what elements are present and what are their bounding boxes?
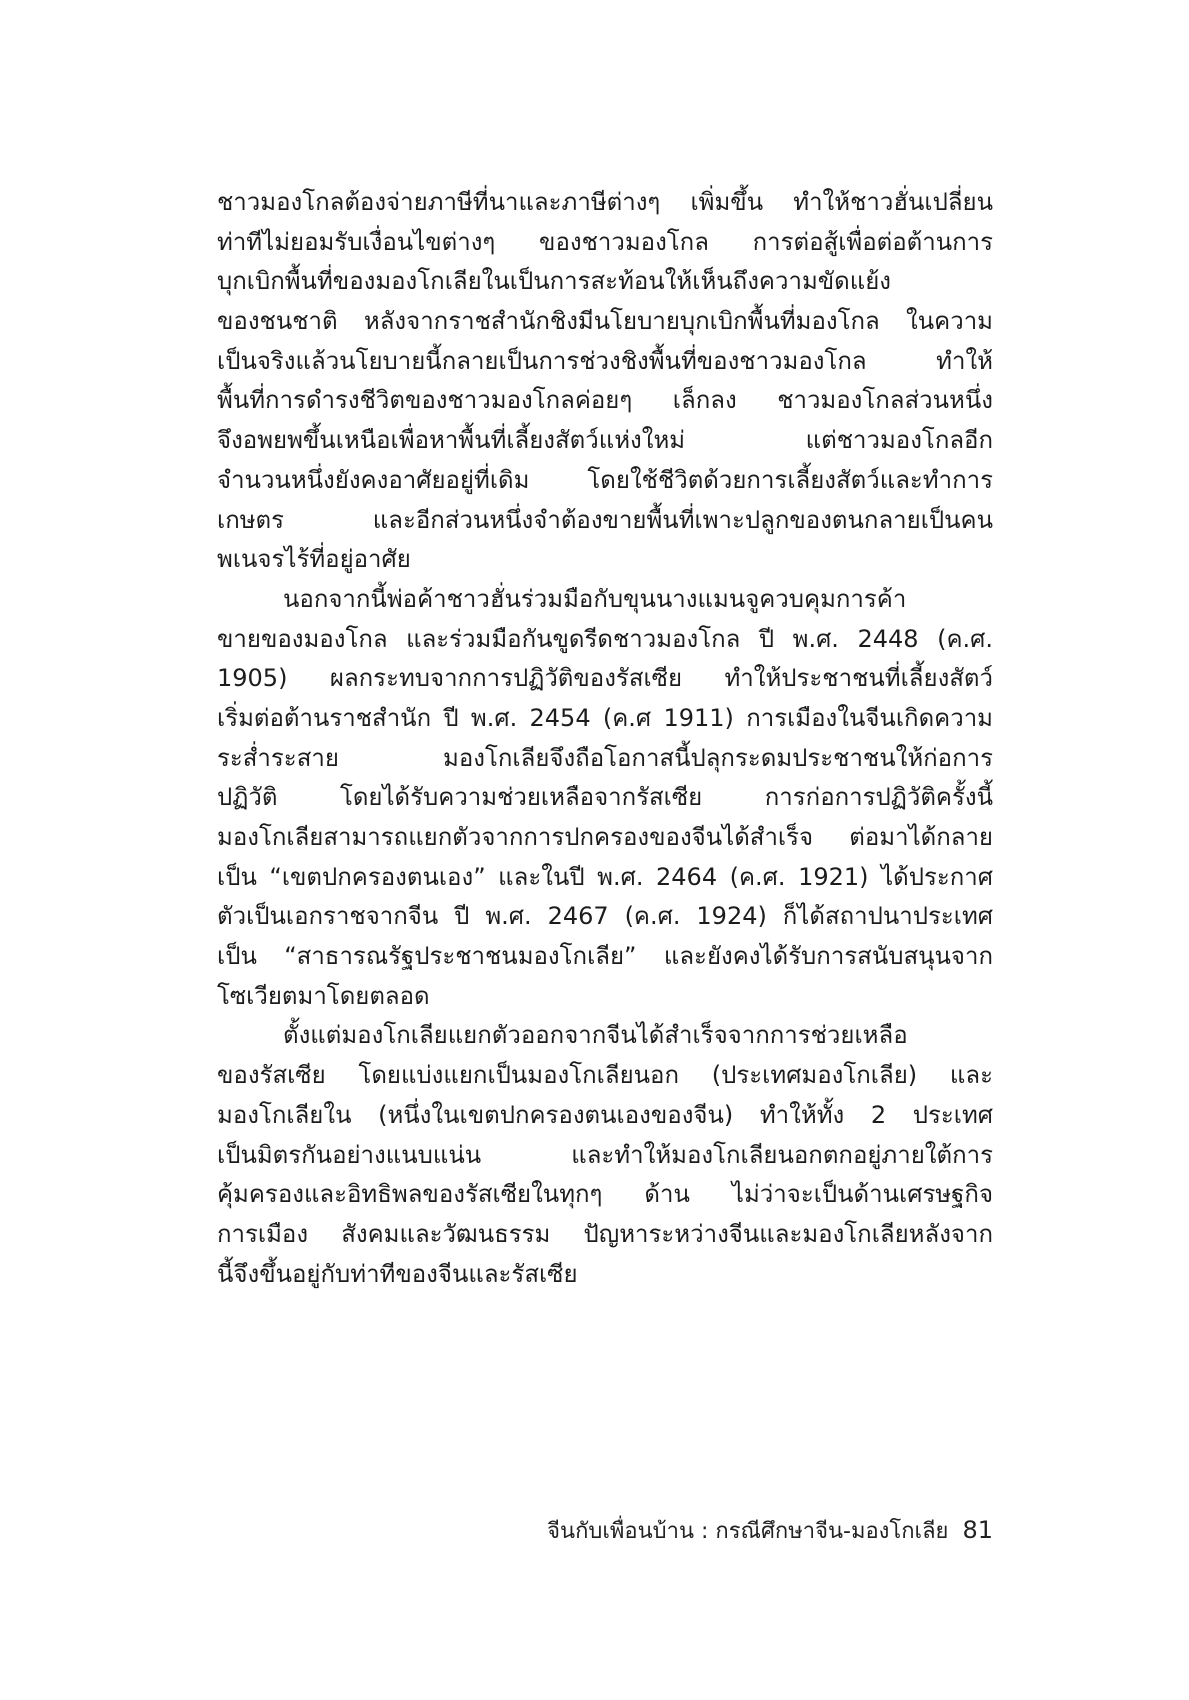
text-line: 1905) ผลกระทบจากการปฏิวัติของรัสเซีย ทำให้ประชาชนที่เลี้ยงสัตว์	[217, 664, 993, 693]
text-line: ท่าทีไม่ยอมรับเงื่อนไขต่างๆ ของชาวมองโกล การต่อสู้เพื่อต่อต้านการ	[217, 227, 993, 256]
text-line: เป็น “เขตปกครองตนเอง” และในปี พ.ศ. 2464 (ค.ศ. 1921) ได้ประกาศ	[217, 862, 993, 891]
text-line: เริ่มต่อต้านราชสำนัก ปี พ.ศ. 2454 (ค.ศ 1911) การเมืองในจีนเกิดความ	[217, 703, 993, 732]
text-line: เป็นมิตรกันอย่างแนบแน่น และทำให้มองโกเลียนอกตกอยู่ภายใต้การ	[217, 1140, 993, 1169]
text-line: ของชนชาติ หลังจากราชสำนักชิงมีนโยบายบุกเบิกพื้นที่มองโกล ในความ	[217, 307, 993, 336]
page-footer	[440, 1514, 993, 1548]
text-line: เป็นจริงแล้วนโยบายนี้กลายเป็นการช่วงชิงพื้นที่ของชาวมองโกล ทำให้	[217, 346, 993, 375]
paragraph	[217, 1016, 993, 1294]
body-text	[217, 183, 993, 1294]
text-line: ตั้งแต่มองโกเลียแยกตัวออกจากจีนได้สำเร็จจากการช่วยเหลือ	[283, 1021, 908, 1050]
text-line: โซเวียตมาโดยตลอด	[217, 981, 430, 1010]
text-line: คุ้มครองและอิทธิพลของรัสเซียในทุกๆ ด้าน ไม่ว่าจะเป็นด้านเศรษฐกิจ	[217, 1180, 993, 1209]
text-line: การเมือง สังคมและวัฒนธรรม ปัญหาระหว่างจีนและมองโกเลียหลังจาก	[217, 1219, 993, 1248]
text-line: พเนจรไร้ที่อยู่อาศัย	[217, 545, 411, 574]
text-line: พื้นที่การดำรงชีวิตของชาวมองโกลค่อยๆ เล็กลง ชาวมองโกลส่วนหนึ่ง	[217, 386, 993, 415]
text-line: ชาวมองโกลต้องจ่ายภาษีที่นาและภาษีต่างๆ เพิ่มขึ้น ทำให้ชาวฮั่นเปลี่ยน	[217, 188, 993, 216]
paragraph	[217, 183, 993, 580]
text-line: มองโกเลียสามารถแยกตัวจากการปกครองของจีนได้สำเร็จ ต่อมาได้กลาย	[217, 823, 993, 851]
text-line: ระส่ำระสาย มองโกเลียจึงถือโอกาสนี้ปลุกระดมประชาชนให้ก่อการ	[217, 743, 993, 772]
text-line: ของรัสเซีย โดยแบ่งแยกเป็นมองโกเลียนอก (ประเทศมองโกเลีย) และ	[217, 1061, 993, 1090]
text-line: ตัวเป็นเอกราชจากจีน ปี พ.ศ. 2467 (ค.ศ. 1924) ก็ได้สถาปนาประเทศ	[217, 902, 993, 931]
paragraph	[217, 580, 993, 1017]
text-line: ปฏิวัติ โดยได้รับความช่วยเหลือจากรัสเซีย การก่อการปฏิวัติครั้งนี้	[217, 783, 993, 812]
text-line: นี้จึงขึ้นอยู่กับท่าทีของจีนและรัสเซีย	[217, 1259, 578, 1288]
page-number: 81	[962, 1516, 993, 1544]
text-line: จำนวนหนึ่งยังคงอาศัยอยู่ที่เดิม โดยใช้ชีวิตด้วยการเลี้ยงสัตว์และทำการ	[217, 465, 993, 494]
text-line: นอกจากนี้พ่อค้าชาวฮั่นร่วมมือกับขุนนางแมนจูควบคุมการค้า	[283, 584, 907, 613]
text-line: มองโกเลียใน (หนึ่งในเขตปกครองตนเองของจีน) ทำให้ทั้ง 2 ประเทศ	[217, 1100, 993, 1129]
text-line: จึงอพยพขึ้นเหนือเพื่อหาพื้นที่เลี้ยงสัตว์แห่งใหม่ แต่ชาวมองโกลอีก	[217, 426, 993, 455]
text-line: ขายของมองโกล และร่วมมือกันขูดรีดชาวมองโกล ปี พ.ศ. 2448 (ค.ศ.	[217, 624, 993, 653]
text-line: เป็น “สาธารณรัฐประชาชนมองโกเลีย” และยังคงได้รับการสนับสนุนจาก	[217, 942, 993, 971]
text-line: เกษตร และอีกส่วนหนึ่งจำต้องขายพื้นที่เพาะปลูกของตนกลายเป็นคน	[217, 505, 993, 534]
running-title: จีนกับเพื่อนบ้าน : กรณีศึกษาจีน-มองโกเลีย	[547, 1519, 949, 1544]
text-line: บุกเบิกพื้นที่ของมองโกเลียในเป็นการสะท้อนให้เห็นถึงความขัดแย้ง	[217, 267, 892, 296]
